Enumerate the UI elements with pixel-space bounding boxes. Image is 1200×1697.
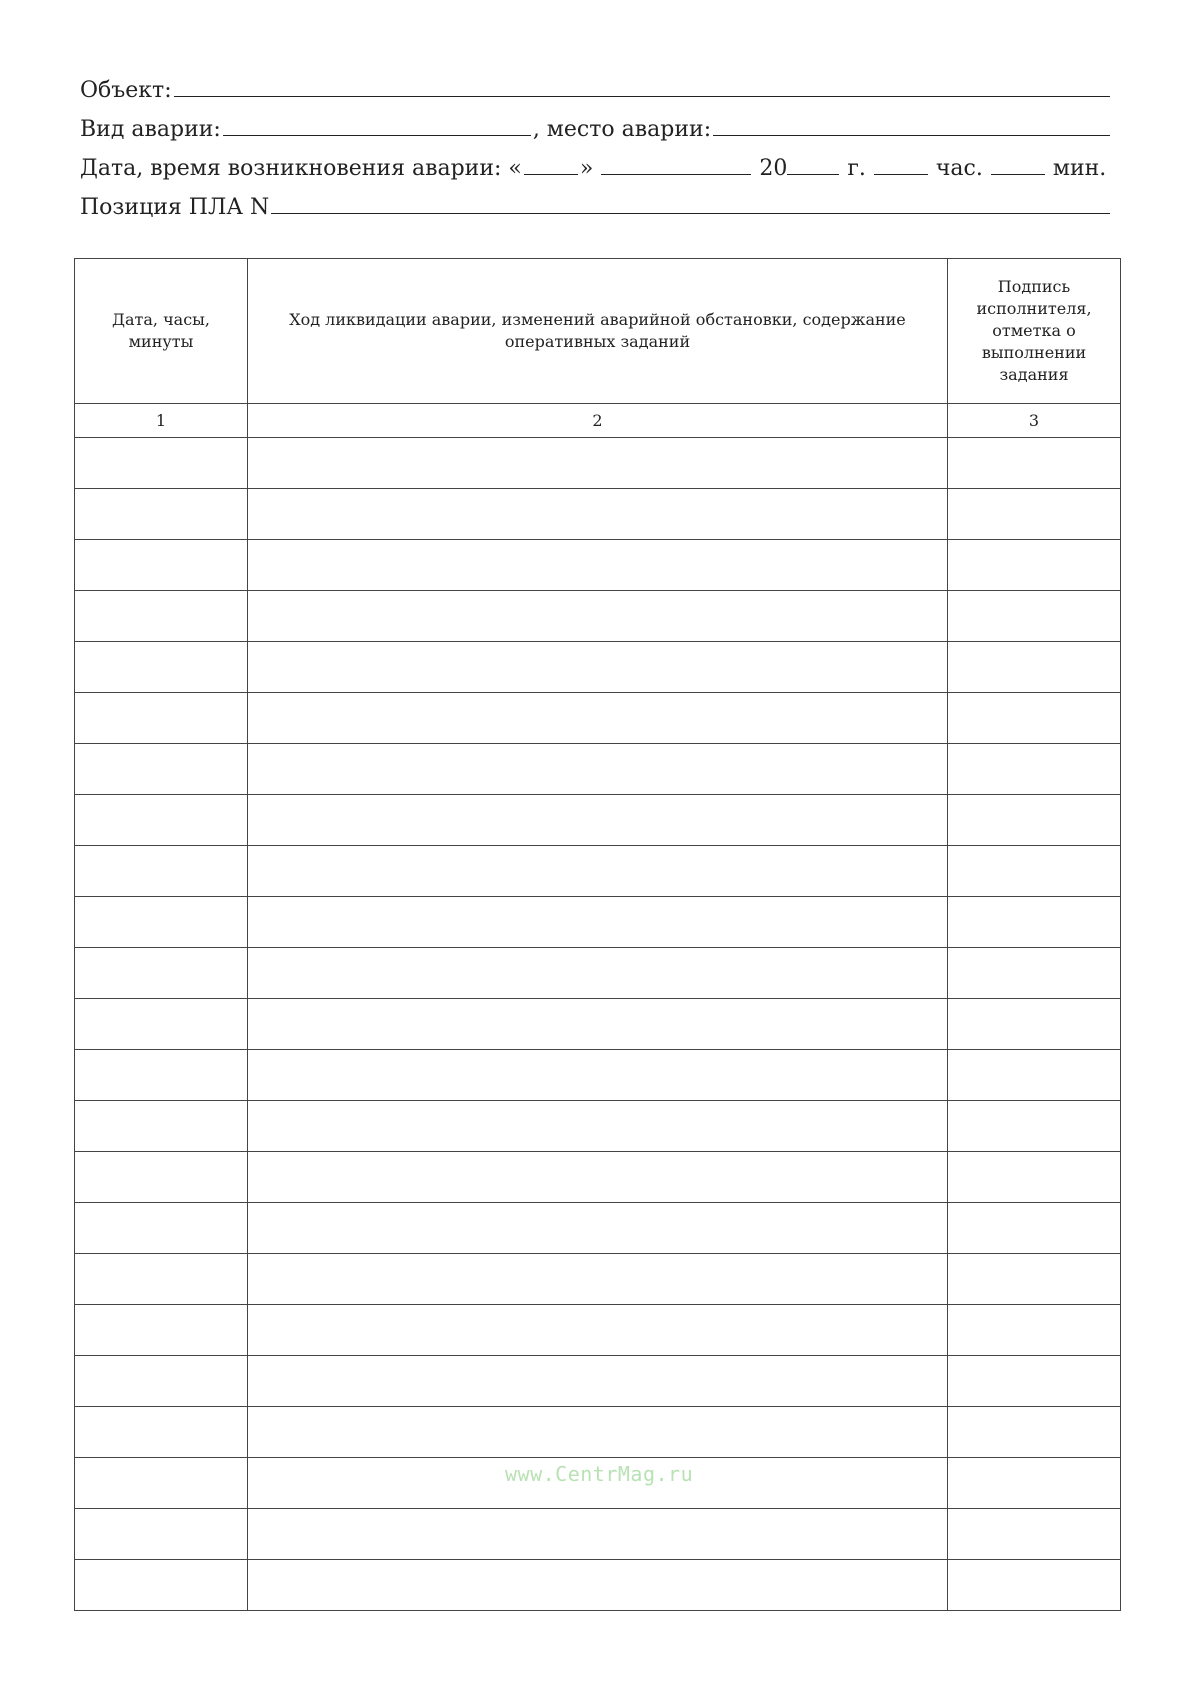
- cell-progress[interactable]: [248, 744, 948, 795]
- pla-line: [80, 195, 1112, 234]
- cell-datetime[interactable]: [75, 1254, 248, 1305]
- cell-datetime[interactable]: [75, 846, 248, 897]
- cell-datetime[interactable]: [75, 1101, 248, 1152]
- cell-datetime[interactable]: [75, 795, 248, 846]
- table-row: [75, 948, 1121, 999]
- cell-progress[interactable]: [248, 540, 948, 591]
- table-row: [75, 591, 1121, 642]
- cell-signature[interactable]: [948, 1509, 1121, 1560]
- column-header-label: Ход ликвидации аварии, изменений аварийной обстановки, содержание оперативных заданий: [289, 310, 906, 351]
- cell-progress[interactable]: [248, 846, 948, 897]
- table-row: [75, 846, 1121, 897]
- table-body: [75, 438, 1121, 1611]
- hours-label: час.: [935, 156, 983, 181]
- cell-progress[interactable]: [248, 642, 948, 693]
- cell-datetime[interactable]: [75, 1560, 248, 1611]
- cell-signature[interactable]: [948, 591, 1121, 642]
- object-field[interactable]: [174, 78, 1110, 97]
- cell-datetime[interactable]: [75, 1407, 248, 1458]
- cell-datetime[interactable]: [75, 591, 248, 642]
- cell-datetime[interactable]: [75, 642, 248, 693]
- form-header: [80, 78, 1112, 234]
- cell-progress[interactable]: [248, 795, 948, 846]
- cell-datetime[interactable]: [75, 1356, 248, 1407]
- watermark-text: www.CentrMag.ru: [505, 1462, 694, 1486]
- table-row: [75, 1050, 1121, 1101]
- year-suffix: г.: [847, 156, 866, 181]
- cell-progress[interactable]: [248, 591, 948, 642]
- datetime-quote-close: »: [579, 156, 594, 181]
- month-field[interactable]: [601, 156, 751, 175]
- column-header-progress: [248, 259, 948, 404]
- table-row: [75, 1305, 1121, 1356]
- table-row: [75, 489, 1121, 540]
- datetime-line: [80, 156, 1112, 195]
- table-row: [75, 1407, 1121, 1458]
- table-row: [75, 1356, 1121, 1407]
- cell-progress[interactable]: [248, 1305, 948, 1356]
- column-header-datetime: [75, 259, 248, 404]
- table-row: [75, 1254, 1121, 1305]
- table-row: [75, 438, 1121, 489]
- cell-progress[interactable]: [248, 1101, 948, 1152]
- cell-datetime[interactable]: [75, 438, 248, 489]
- cell-signature[interactable]: [948, 1203, 1121, 1254]
- cell-signature[interactable]: [948, 1458, 1121, 1509]
- cell-signature[interactable]: [948, 540, 1121, 591]
- column-header-label: Подпись исполнителя, отметка о выполнении задания: [976, 277, 1092, 384]
- cell-progress[interactable]: [248, 1560, 948, 1611]
- table-row: [75, 1203, 1121, 1254]
- cell-datetime[interactable]: [75, 1152, 248, 1203]
- cell-progress[interactable]: [248, 1152, 948, 1203]
- table-row: [75, 1560, 1121, 1611]
- table-row: [75, 1152, 1121, 1203]
- cell-signature[interactable]: [948, 795, 1121, 846]
- cell-signature[interactable]: [948, 999, 1121, 1050]
- column-number: 1: [75, 404, 248, 438]
- day-field[interactable]: [524, 156, 578, 175]
- pla-field[interactable]: [271, 195, 1110, 214]
- cell-progress[interactable]: [248, 1407, 948, 1458]
- pla-label: Позиция ПЛА N: [80, 195, 270, 220]
- cell-datetime[interactable]: [75, 1305, 248, 1356]
- cell-datetime[interactable]: [75, 693, 248, 744]
- cell-datetime[interactable]: [75, 744, 248, 795]
- cell-datetime[interactable]: [75, 999, 248, 1050]
- cell-signature[interactable]: [948, 693, 1121, 744]
- column-number: 2: [248, 404, 948, 438]
- table-row: [75, 540, 1121, 591]
- hours-field[interactable]: [874, 156, 928, 175]
- column-header-label: Дата, часы, минуты: [111, 310, 210, 351]
- cell-datetime[interactable]: [75, 1050, 248, 1101]
- cell-signature[interactable]: [948, 1356, 1121, 1407]
- minutes-field[interactable]: [991, 156, 1045, 175]
- accident-type-line: [80, 117, 1112, 156]
- year-prefix: 20: [759, 156, 788, 181]
- cell-progress[interactable]: [248, 1203, 948, 1254]
- table-header-row: [75, 259, 1121, 404]
- table-row: [75, 999, 1121, 1050]
- table-row: [75, 744, 1121, 795]
- object-line: [80, 78, 1112, 117]
- cell-datetime[interactable]: [75, 540, 248, 591]
- datetime-label: Дата, время возникновения аварии: «: [80, 156, 522, 181]
- cell-signature[interactable]: [948, 846, 1121, 897]
- cell-signature[interactable]: [948, 489, 1121, 540]
- cell-signature[interactable]: [948, 948, 1121, 999]
- cell-datetime[interactable]: [75, 489, 248, 540]
- cell-progress[interactable]: [248, 489, 948, 540]
- column-header-signature: [948, 259, 1121, 404]
- cell-progress[interactable]: [248, 1254, 948, 1305]
- cell-signature[interactable]: [948, 1560, 1121, 1611]
- cell-signature[interactable]: [948, 1101, 1121, 1152]
- table-row: [75, 1101, 1121, 1152]
- object-label: Объект:: [80, 78, 172, 103]
- table-row: [75, 1509, 1121, 1560]
- column-number: 3: [948, 404, 1121, 438]
- cell-signature[interactable]: [948, 1050, 1121, 1101]
- minutes-label: мин.: [1052, 156, 1107, 181]
- cell-progress[interactable]: [248, 693, 948, 744]
- cell-datetime[interactable]: [75, 1458, 248, 1509]
- table-row: [75, 897, 1121, 948]
- cell-progress[interactable]: [248, 438, 948, 489]
- cell-progress[interactable]: [248, 1356, 948, 1407]
- cell-signature[interactable]: [948, 438, 1121, 489]
- journal-table-wrap: [74, 258, 1120, 1611]
- cell-progress[interactable]: [248, 1509, 948, 1560]
- year-field[interactable]: [787, 156, 839, 175]
- table-row: [75, 693, 1121, 744]
- cell-progress[interactable]: [248, 897, 948, 948]
- cell-signature[interactable]: [948, 1305, 1121, 1356]
- cell-datetime[interactable]: [75, 1509, 248, 1560]
- cell-signature[interactable]: [948, 1254, 1121, 1305]
- cell-progress[interactable]: [248, 999, 948, 1050]
- cell-signature[interactable]: [948, 1407, 1121, 1458]
- accident-place-field[interactable]: [713, 117, 1110, 136]
- cell-signature[interactable]: [948, 1152, 1121, 1203]
- journal-table: [74, 258, 1121, 1611]
- accident-place-label: , место аварии:: [532, 117, 712, 142]
- column-number-row: [75, 404, 1121, 438]
- cell-progress[interactable]: [248, 1050, 948, 1101]
- cell-signature[interactable]: [948, 744, 1121, 795]
- accident-type-label: Вид аварии:: [80, 117, 221, 142]
- table-row: [75, 642, 1121, 693]
- cell-signature[interactable]: [948, 897, 1121, 948]
- accident-type-field[interactable]: [223, 117, 531, 136]
- cell-datetime[interactable]: [75, 948, 248, 999]
- cell-progress[interactable]: [248, 948, 948, 999]
- cell-datetime[interactable]: [75, 1203, 248, 1254]
- cell-signature[interactable]: [948, 642, 1121, 693]
- cell-datetime[interactable]: [75, 897, 248, 948]
- table-row: [75, 795, 1121, 846]
